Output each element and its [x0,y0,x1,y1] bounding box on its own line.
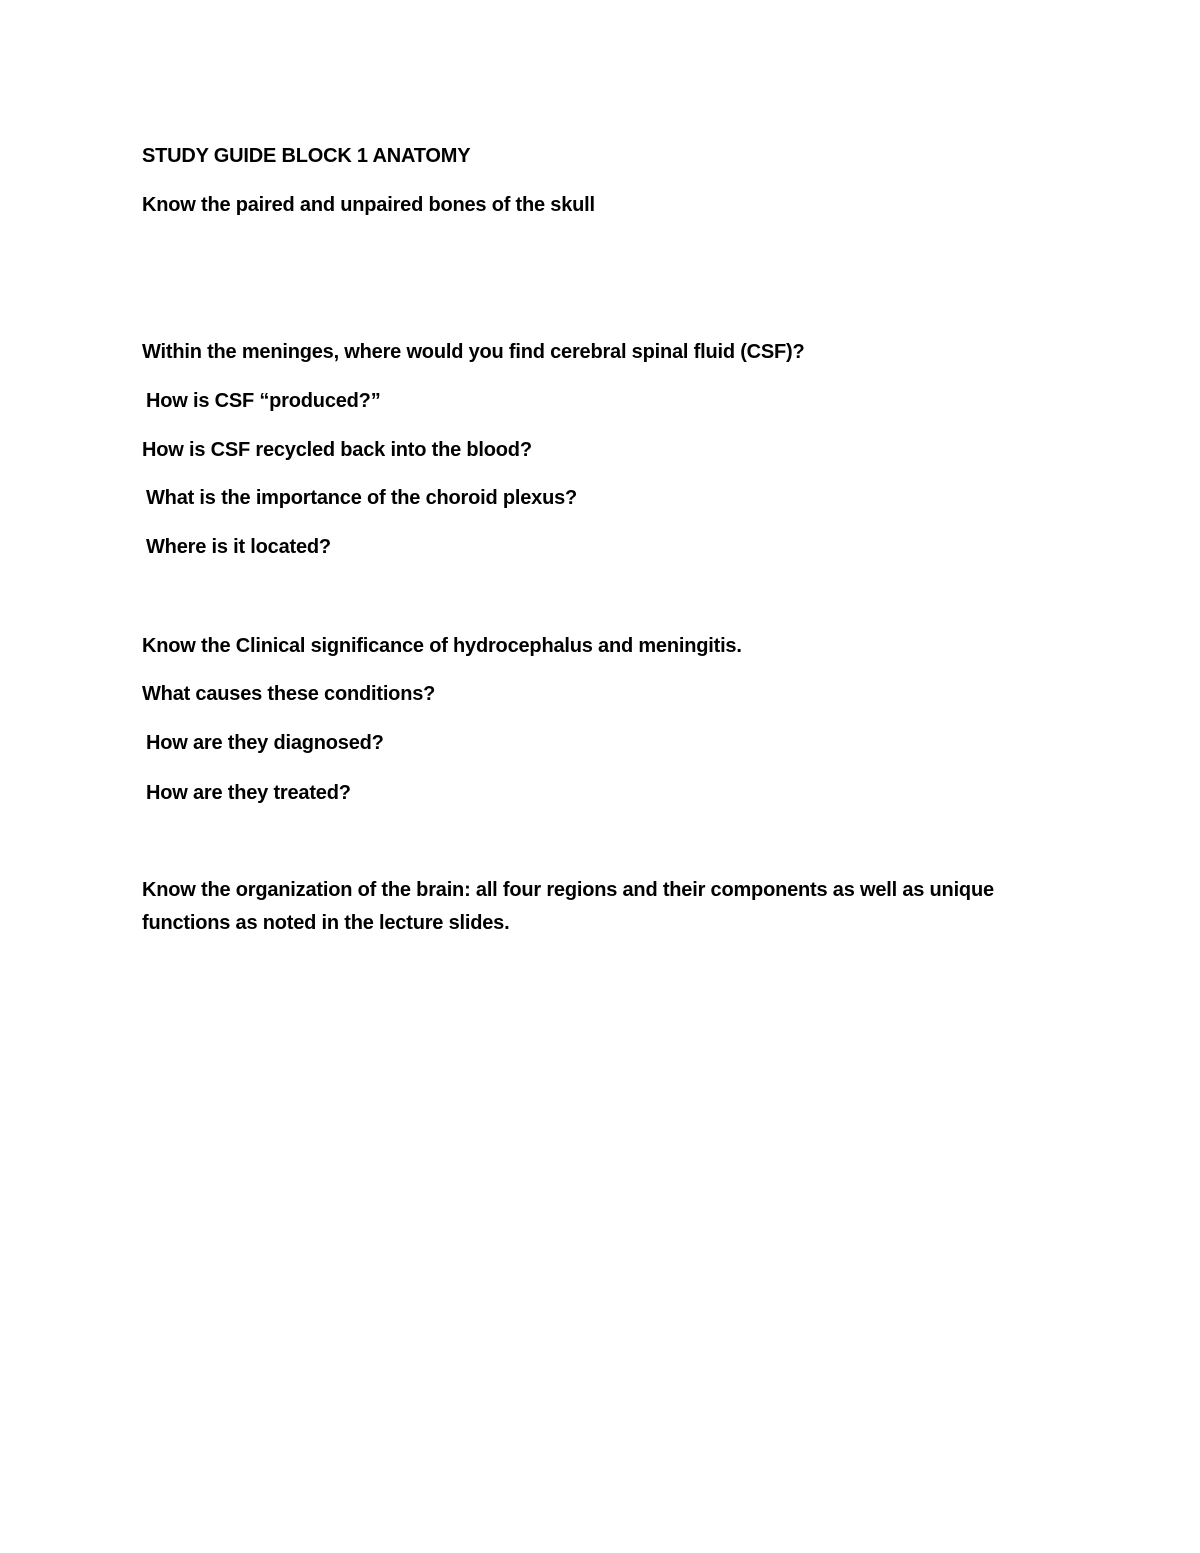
question-skull-bones: Know the paired and unpaired bones of the skull [142,194,595,216]
question-choroid-plexus-location: Where is it located? [146,536,331,558]
question-csf-location: Within the meninges, where would you find cerebral spinal fluid (CSF)? [142,341,805,363]
question-csf-recycling: How is CSF recycled back into the blood? [142,439,532,461]
question-clinical-significance: Know the Clinical significance of hydrocephalus and meningitis. [142,635,742,657]
question-choroid-plexus-importance: What is the importance of the choroid plexus? [146,487,578,509]
question-treatment: How are they treated? [146,782,351,804]
question-diagnosis: How are they diagnosed? [146,732,384,754]
question-brain-organization: Know the organization of the brain: all four regions and their components as well as unique functions as noted in the lecture slides. [142,879,994,934]
question-causes: What causes these conditions? [142,683,436,705]
question-csf-production: How is CSF “produced?” [146,390,381,412]
document-title: STUDY GUIDE BLOCK 1 ANATOMY [142,145,471,167]
